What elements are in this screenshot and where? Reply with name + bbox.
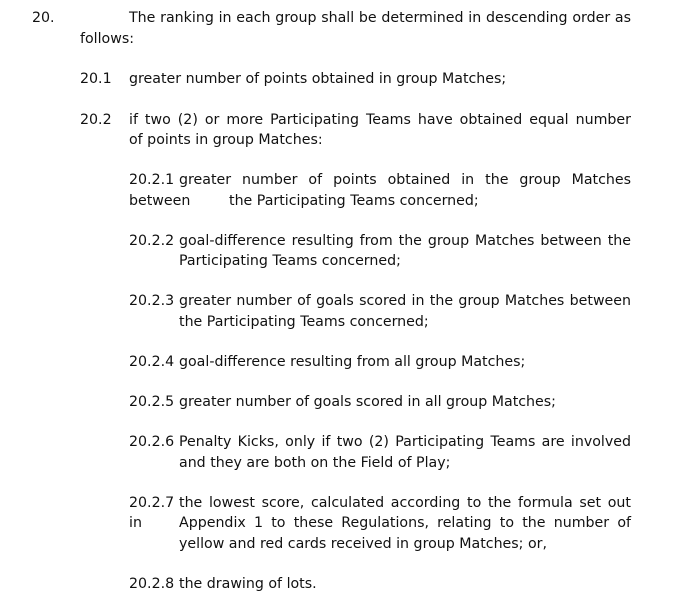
subitem-number: 20.2.6 (129, 434, 175, 450)
subitem-text-line-1: greater number of points obtained in the group Matches (179, 172, 631, 188)
item-text: greater number of points obtained in group Matches; (129, 71, 507, 87)
subitem-text-line-1: goal-difference resulting from all group Matches; (179, 354, 526, 370)
subitem-text-line-1: greater number of goals scored in all group Matches; (179, 394, 556, 410)
subitem-text-line-2-lead: between (129, 193, 191, 209)
subitem-text-line-3: yellow and red cards received in group Matches; or, (179, 536, 547, 552)
subitem-number: 20.2.4 (129, 354, 175, 370)
subitem-text-line-2: the Participating Teams concerned; (179, 314, 429, 330)
subitem-number: 20.2.1 (129, 172, 175, 188)
subitem-number: 20.2.2 (129, 233, 175, 249)
item-text-line-2: of points in group Matches: (129, 132, 323, 148)
subitem-text-line-2: and they are both on the Field of Play; (179, 455, 451, 471)
subitem-text-line-1: the lowest score, calculated according to the formula set out (179, 495, 631, 511)
subitem-text-line-1: goal-difference resulting from the group Matches between the (179, 233, 631, 249)
subitem-number: 20.2.3 (129, 293, 175, 309)
subitem-number: 20.2.5 (129, 394, 175, 410)
subitem-text-line-2: Appendix 1 to these Regulations, relating to the number of (179, 515, 631, 531)
subitem-text-line-1: greater number of goals scored in the group Matches between (179, 293, 631, 309)
subitem-text-line-2: Participating Teams concerned; (179, 253, 401, 269)
subitem-number: 20.2.7 (129, 495, 175, 511)
subitem-text-line-1: Penalty Kicks, only if two (2) Participating Teams are involved (179, 434, 631, 450)
item-text-line-1: if two (2) or more Participating Teams have obtained equal number (129, 112, 631, 128)
subitem-number: 20.2.8 (129, 576, 175, 592)
clause-intro-line-1: The ranking in each group shall be determined in descending order as (129, 10, 631, 26)
item-number: 20.1 (80, 71, 112, 87)
clause-number: 20. (32, 10, 55, 26)
clause-intro-line-2: follows: (80, 31, 135, 47)
subitem-text-line-1: the drawing of lots. (179, 576, 317, 592)
item-number: 20.2 (80, 112, 112, 128)
subitem-text-line-2: the Participating Teams concerned; (229, 193, 479, 209)
subitem-text-line-2-lead: in (129, 515, 142, 531)
